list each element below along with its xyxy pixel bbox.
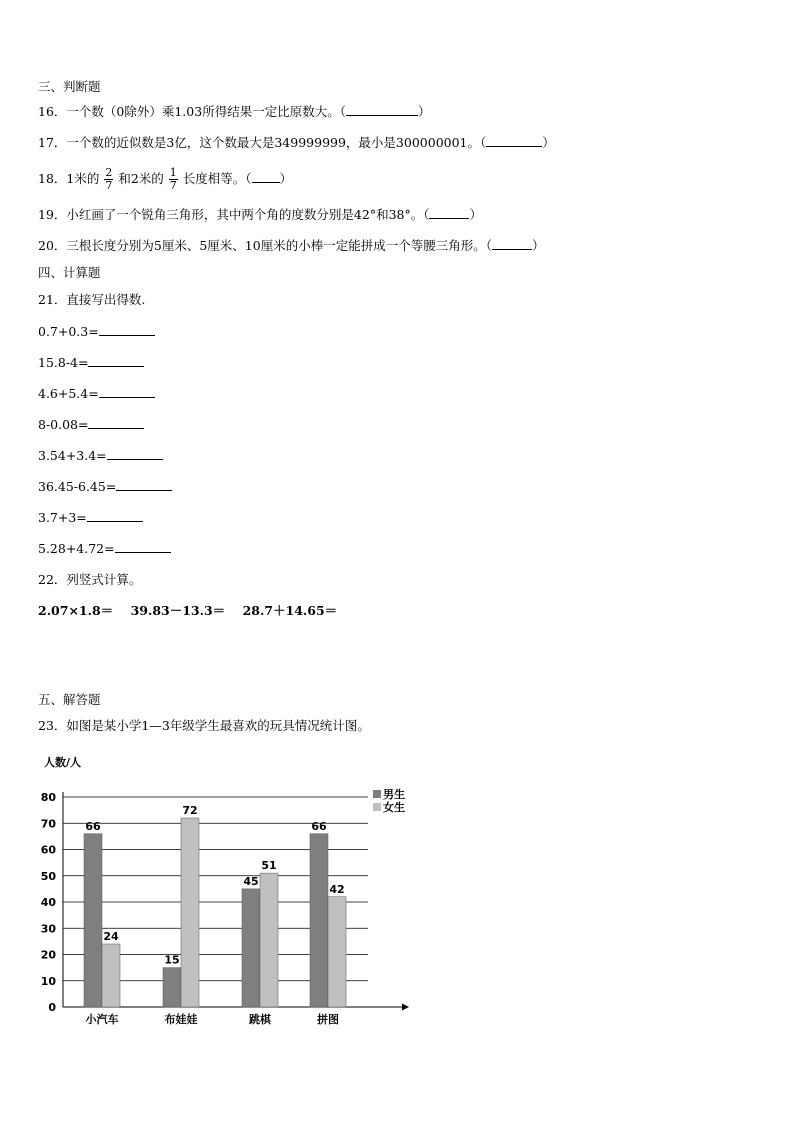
- calc-answer-blank[interactable]: [88, 417, 144, 429]
- calc-item: [38, 510, 143, 526]
- fraction-1-7: [169, 167, 178, 192]
- calc-expression: 3.7+3=: [38, 510, 87, 525]
- calc-answer-blank[interactable]: [99, 386, 155, 398]
- section-5-title: 五、解答题: [38, 692, 101, 707]
- question-16-close: ）: [417, 104, 431, 119]
- y-tick-label: 0: [48, 1001, 56, 1014]
- calc-item: [38, 324, 155, 340]
- calc-item: [38, 448, 163, 464]
- question-16: [38, 104, 430, 120]
- data-label: 66: [85, 819, 101, 833]
- question-18-close: ）: [279, 171, 293, 186]
- y-tick-label: 70: [40, 817, 56, 831]
- y-tick-label: 30: [40, 922, 56, 936]
- y-tick-label: 80: [40, 791, 56, 804]
- question-18-text-b: 和2米的: [118, 171, 164, 186]
- calc-expression: 4.6+5.4=: [38, 386, 99, 401]
- calc-answer-blank[interactable]: [88, 355, 144, 367]
- answer-blank-20[interactable]: [492, 238, 532, 250]
- calc-expression: 8-0.08=: [38, 417, 89, 432]
- question-23: 23．如图是某小学1—3年级学生最喜欢的玩具情况统计图。: [38, 718, 370, 733]
- question-20: [38, 238, 545, 254]
- bar: [242, 889, 260, 1007]
- question-21: 21．直接写出得数.: [38, 292, 146, 307]
- data-label: 66: [311, 819, 327, 833]
- calc-answer-blank[interactable]: [87, 510, 143, 522]
- question-19: [38, 207, 482, 223]
- data-label: 15: [164, 953, 180, 967]
- fraction-numerator: 1: [169, 166, 177, 179]
- legend-swatch: [373, 790, 381, 798]
- fraction-numerator: 2: [105, 166, 113, 179]
- x-axis-arrow-icon: [402, 1004, 409, 1011]
- category-label: 拼图: [317, 1013, 339, 1026]
- legend-label: 男生: [383, 788, 405, 801]
- calc-answer-blank[interactable]: [116, 479, 172, 491]
- bar: [102, 944, 120, 1007]
- fraction-2-7: [104, 167, 113, 192]
- y-tick-label: 20: [40, 948, 56, 962]
- y-tick-label: 40: [40, 896, 56, 909]
- calc-answer-blank[interactable]: [115, 541, 171, 553]
- section-3-title: 三、判断题: [38, 79, 101, 94]
- calc-expression: 36.45-6.45=: [38, 479, 117, 494]
- category-label: 布娃娃: [164, 1013, 198, 1026]
- calc-expression: 5.28+4.72=: [38, 541, 115, 556]
- question-18: [38, 163, 292, 195]
- answer-blank-17[interactable]: [486, 135, 542, 147]
- legend-swatch: [373, 803, 381, 811]
- calc-item: [38, 386, 155, 402]
- answer-blank-19[interactable]: [429, 207, 469, 219]
- question-20-close: ）: [531, 238, 545, 253]
- question-17-text: 17．一个数的近似数是3亿，这个数最大是349999999，最小是300000001。（: [38, 135, 487, 150]
- calc-item: [38, 417, 144, 433]
- question-19-text: 19．小红画了一个锐角三角形，其中两个角的度数分别是42°和38°。（: [38, 207, 430, 222]
- calc-expression: 15.8-4=: [38, 355, 89, 370]
- category-label: 跳棋: [249, 1013, 271, 1026]
- calc-item: [38, 355, 144, 371]
- y-tick-label: 60: [40, 843, 56, 857]
- bar: [328, 897, 346, 1007]
- question-18-text-c: 长度相等。（: [182, 171, 252, 186]
- bar: [181, 818, 199, 1007]
- bar: [260, 873, 278, 1007]
- answer-blank-18[interactable]: [252, 171, 280, 183]
- data-label: 24: [103, 930, 119, 943]
- toy-preference-bar-chart: [30, 752, 430, 1042]
- data-label: 45: [243, 874, 259, 888]
- calc-item: [38, 541, 171, 557]
- calc-item: [38, 479, 172, 495]
- question-22-expressions: 2.07×1.8＝ 39.83－13.3＝ 28.7＋14.65＝: [38, 603, 338, 618]
- category-label: 小汽车: [85, 1013, 119, 1026]
- section-4-title: 四、计算题: [38, 265, 101, 280]
- bar: [310, 834, 328, 1007]
- fraction-denominator: 7: [105, 179, 113, 192]
- fraction-denominator: 7: [169, 179, 177, 192]
- answer-blank-16[interactable]: [346, 104, 418, 116]
- y-axis-label: 人数/人: [44, 756, 82, 769]
- bar: [163, 968, 181, 1007]
- calc-answer-blank[interactable]: [107, 448, 163, 460]
- question-19-close: ）: [469, 207, 482, 222]
- legend-label: 女生: [383, 801, 405, 814]
- y-tick-label: 50: [40, 869, 56, 883]
- question-18-text-a: 18．1米的: [38, 171, 100, 186]
- question-20-text: 20．三根长度分别为5厘米、5厘米、10厘米的小棒一定能拼成一个等腰三角形。（: [38, 238, 492, 253]
- data-label: 42: [329, 882, 345, 896]
- calc-answer-blank[interactable]: [99, 324, 155, 336]
- question-16-text: 16．一个数（0除外）乘1.03所得结果一定比原数大。（: [38, 104, 346, 119]
- data-label: 72: [182, 804, 198, 817]
- question-22: 22．列竖式计算。: [38, 572, 142, 587]
- question-17-close: ）: [542, 135, 555, 150]
- calc-expression: 0.7+0.3=: [38, 324, 99, 339]
- question-17: [38, 135, 555, 151]
- y-tick-label: 10: [40, 974, 56, 988]
- calc-expression: 3.54+3.4=: [38, 448, 107, 463]
- data-label: 51: [261, 859, 277, 873]
- bar: [84, 834, 102, 1007]
